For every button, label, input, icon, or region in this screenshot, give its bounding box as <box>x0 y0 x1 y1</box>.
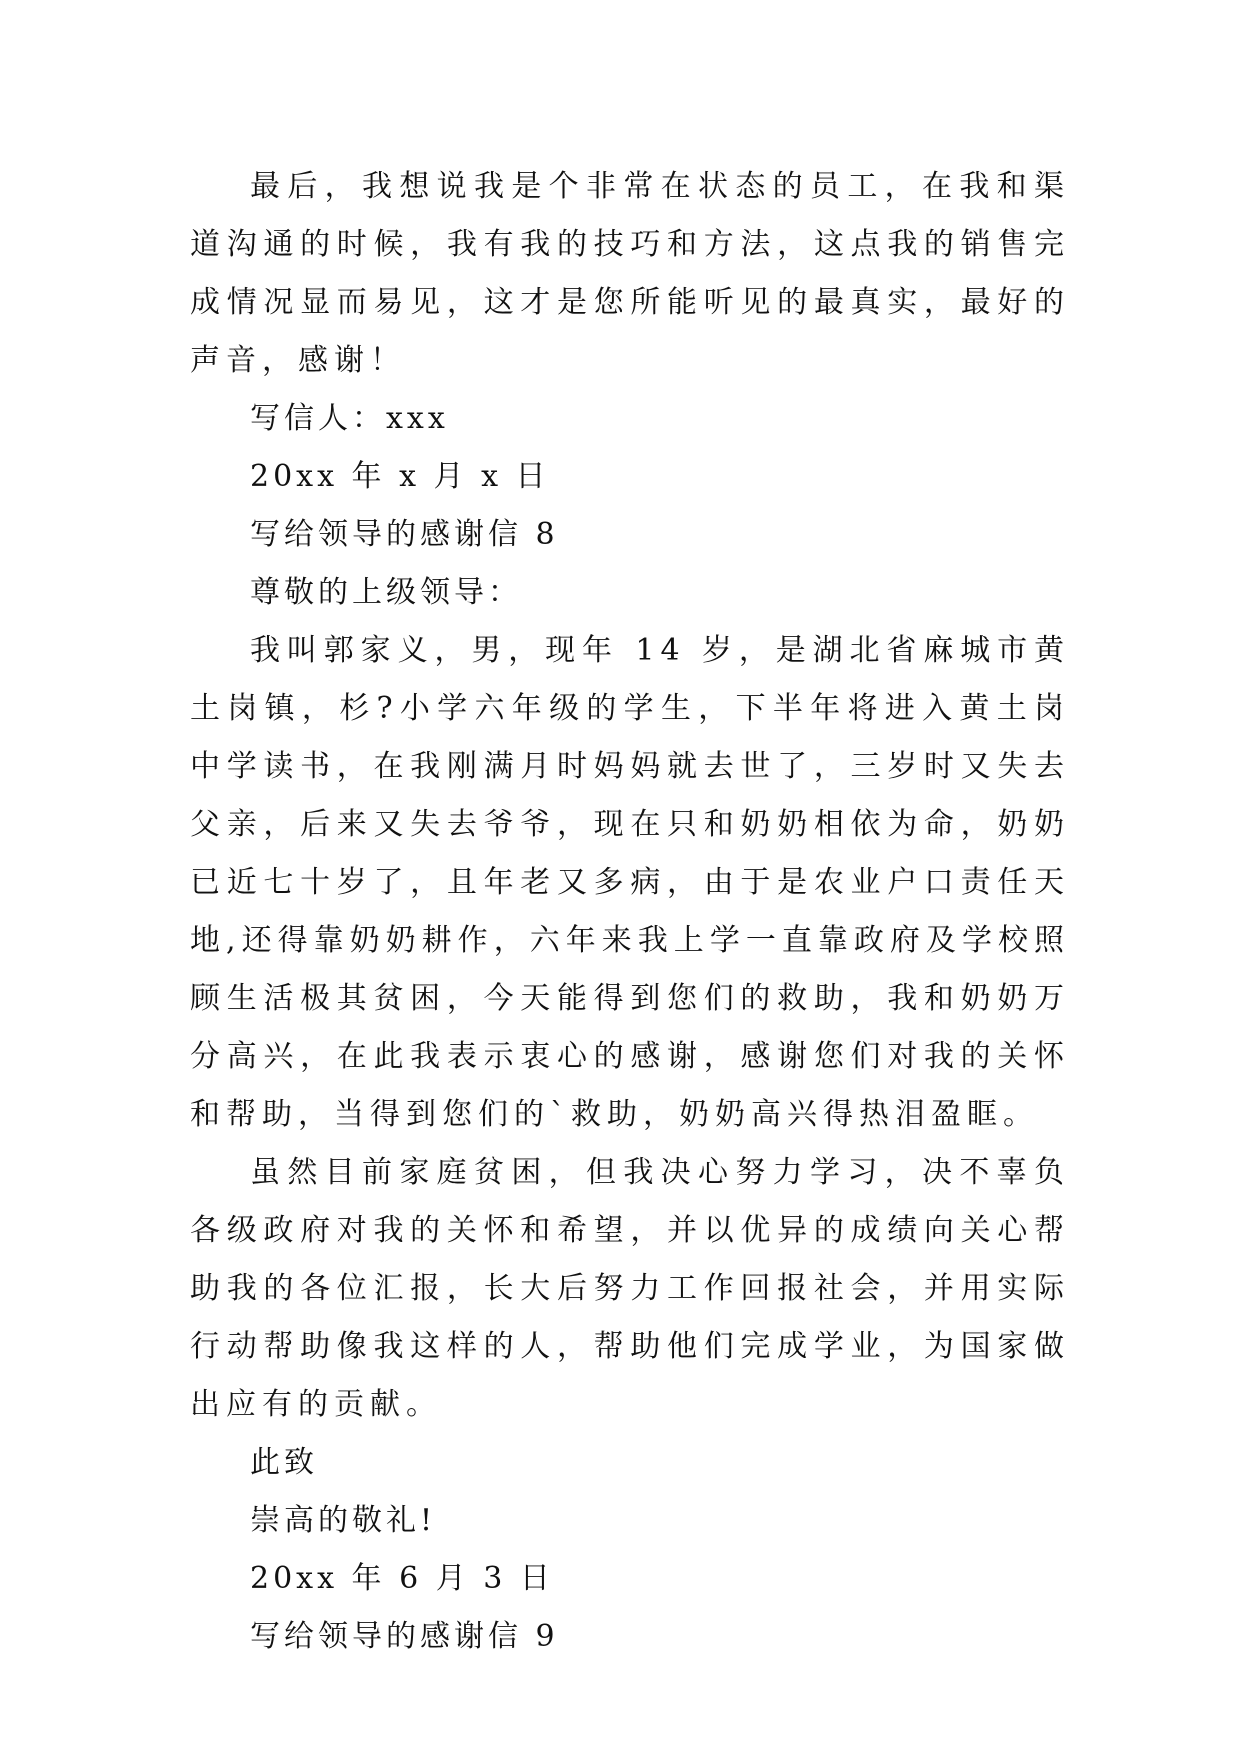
signer-line: 写信人：xxx <box>250 401 449 436</box>
body-paragraph: 我叫郭家义，男，现年 14 岁，是湖北省麻城市黄土岗镇，杉?小学六年级的学生，下半年将进入黄土岗中学读书，在我刚满月时妈妈就去世了，三岁时又失去父亲，后来又失去爷爷，现在只和奶奶相依为命，奶奶已近七十岁了，且年老又多病，由于是农业户口责任天地,还得靠奶奶耕作，六年来我上学一直靠政府及学校照顾生活极其贫困，今天能得到您们的救助，我和奶奶万分高兴，在此我表示衷心的感谢，感谢您们对我的关怀和帮助，当得到您们的`救助，奶奶高兴得热泪盈眶。 <box>190 633 1070 1132</box>
body-paragraph: 虽然目前家庭贫困，但我决心努力学习，决不辜负各级政府对我的关怀和希望，并以优异的成绩向关心帮助我的各位汇报，长大后努力工作回报社会，并用实际行动帮助像我这样的人，帮助他们完成学业，为国家做出应有的贡献。 <box>190 1155 1070 1422</box>
closing-greeting: 崇高的敬礼! <box>250 1503 437 1538</box>
letter-title: 写给领导的感谢信 8 <box>250 517 559 552</box>
salutation: 尊敬的上级领导： <box>250 575 522 610</box>
closing-paragraph: 最后，我想说我是个非常在状态的员工，在我和渠道沟通的时候，我有我的技巧和方法，这点我的销售完成情况显而易见，这才是您所能听见的最真实，最好的声音，感谢！ <box>190 169 1070 378</box>
document-body <box>190 158 1070 1666</box>
date-line: 20xx 年 6 月 3 日 <box>250 1561 554 1596</box>
letter-title: 写给领导的感谢信 9 <box>250 1619 559 1654</box>
date-line: 20xx 年 x 月 x 日 <box>250 459 550 494</box>
closing-phrase: 此致 <box>250 1445 318 1480</box>
